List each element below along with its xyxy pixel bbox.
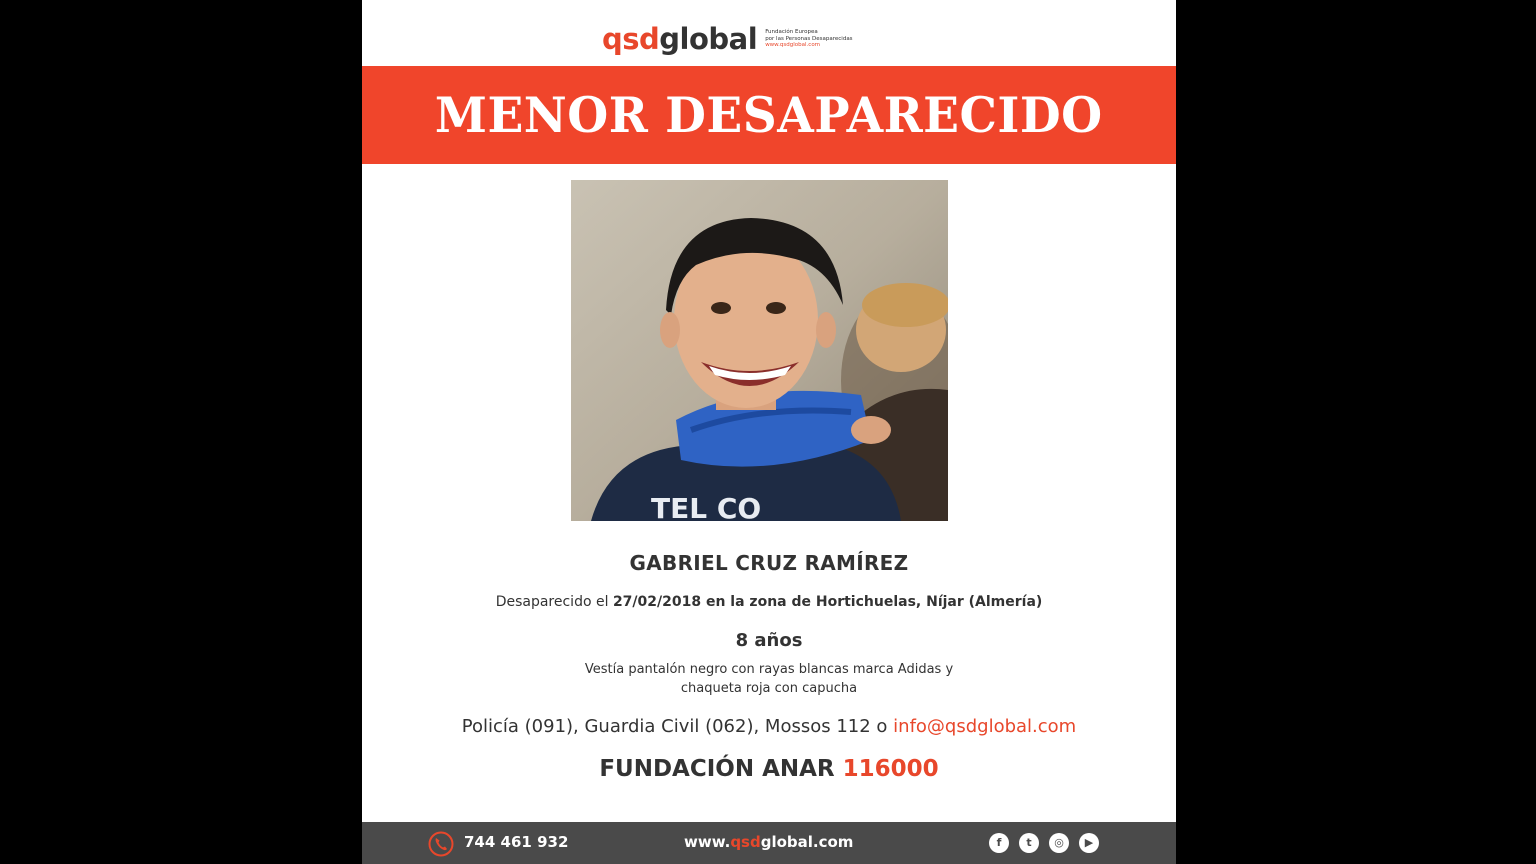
footer-website-link[interactable] [684,833,853,851]
footer-web-prefix: www. [684,833,731,851]
contact-numbers: Policía (091), Guardia Civil (062), Mossos 112 o [461,716,894,737]
logo-tagline-line-1: Fundación Europea [765,29,818,36]
banner-title: MENOR DESAPARECIDO [435,86,1103,144]
footer-web-brand: qsd [730,833,761,851]
phone-icon [428,831,454,857]
missing-prefix: Desaparecido el [495,594,613,610]
child-photo [571,180,948,521]
person-age: 8 años [735,630,803,651]
missing-date: 27/02/2018 [612,594,702,610]
instagram-icon[interactable]: ◎ [1049,833,1069,853]
footer-web-suffix: global.com [760,833,854,851]
facebook-icon[interactable]: f [989,833,1009,853]
youtube-icon[interactable]: ▶ [1079,833,1099,853]
missing-location: en la zona de Hortichuelas, Níjar (Almería) [701,594,1043,610]
title-banner [362,66,1176,164]
logo-qsd: qsd [602,22,660,56]
qsdglobal-logo [602,18,853,60]
missing-info [362,594,1176,610]
person-name: GABRIEL CRUZ RAMÍREZ [629,551,909,575]
anar-line [362,756,1176,782]
logo-global: global [659,22,758,56]
anar-number: 116000 [842,756,939,782]
contact-line [362,716,1176,737]
logo-tagline-line-2: por las Personas Desaparecidas [765,35,853,42]
anar-label: FUNDACIÓN ANAR [599,756,843,782]
missing-poster [362,0,1176,864]
footer-phone: 744 461 932 [464,833,569,851]
svg-text:TEL CO: TEL CO [651,492,762,521]
poster-footer [362,822,1176,864]
logo-tagline-url: www.qsdglobal.com [765,42,821,49]
contact-email-link[interactable]: info@qsdglobal.com [893,716,1077,737]
twitter-icon[interactable]: t [1019,833,1039,853]
logo-wordmark [602,22,757,56]
clothing-description-line-1: Vestía pantalón negro con rayas blancas marca Adidas y [584,662,954,677]
clothing-description-line-2: chaqueta roja con capucha [680,681,858,696]
logo-tagline [765,29,852,49]
